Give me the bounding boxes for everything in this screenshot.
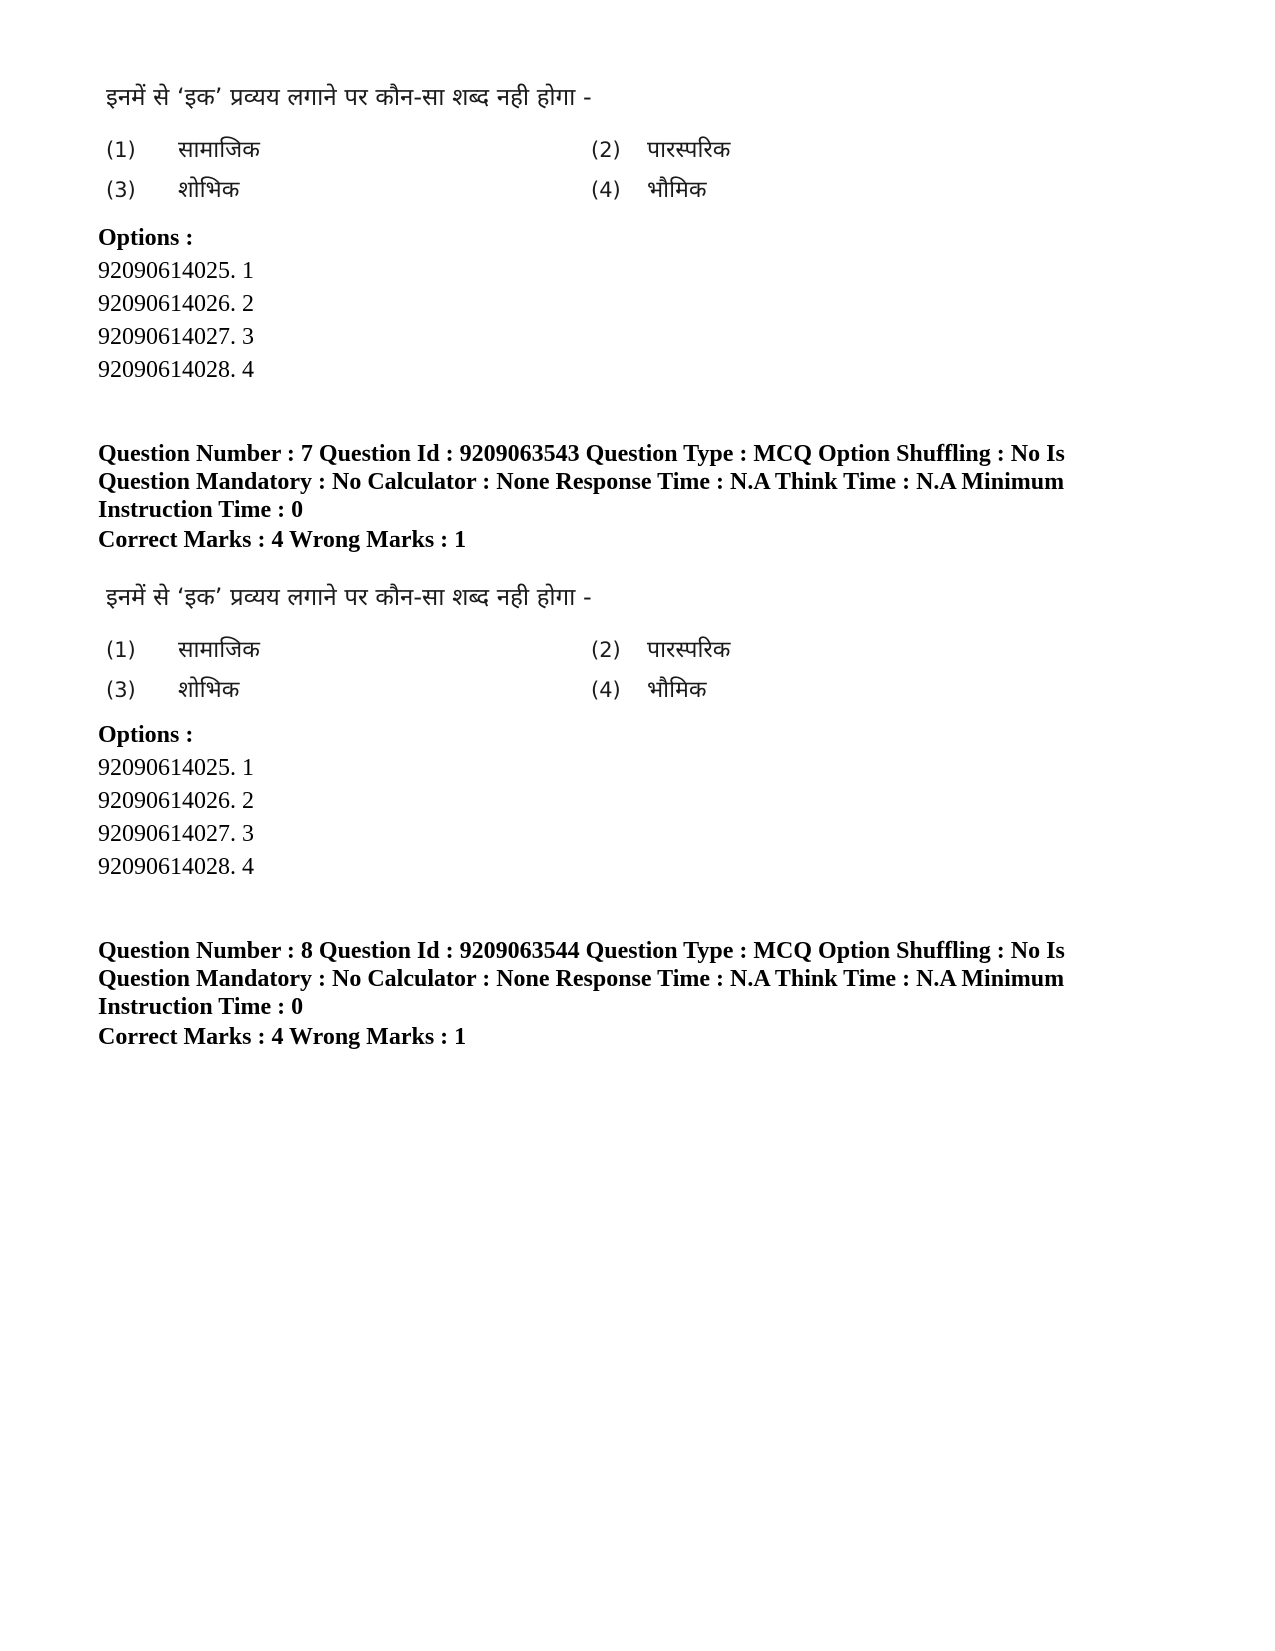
image-option-number: (3) bbox=[106, 678, 136, 702]
image-option-number: (2) bbox=[591, 138, 621, 162]
option-line: 92090614027. 3 bbox=[98, 821, 254, 847]
image-option-number: (1) bbox=[106, 138, 136, 162]
question-meta-line: Instruction Time : 0 bbox=[98, 994, 304, 1020]
image-option bbox=[591, 132, 730, 164]
image-option bbox=[106, 132, 260, 164]
question-marks: Correct Marks : 4 Wrong Marks : 1 bbox=[98, 527, 467, 553]
image-option-number: (4) bbox=[591, 178, 621, 202]
image-option-text: सामाजिक bbox=[178, 137, 260, 163]
question-image bbox=[98, 580, 798, 705]
question-meta-line: Instruction Time : 0 bbox=[98, 497, 304, 523]
question-meta-line: Question Mandatory : No Calculator : None Response Time : N.A Think Time : N.A Minimum bbox=[98, 966, 1065, 992]
option-line: 92090614027. 3 bbox=[98, 324, 254, 350]
image-option-text: शोभिक bbox=[178, 677, 240, 703]
image-option bbox=[591, 172, 707, 204]
question-stem: इनमें से ‘इक’ प्रव्यय लगाने पर कौन-सा शब्द नही होगा - bbox=[106, 583, 592, 611]
image-option bbox=[591, 672, 707, 704]
option-line: 92090614028. 4 bbox=[98, 357, 254, 383]
options-label: Options : bbox=[98, 722, 194, 748]
option-line: 92090614026. 2 bbox=[98, 788, 254, 814]
image-option-text: पारस्परिक bbox=[647, 137, 731, 163]
option-line: 92090614025. 1 bbox=[98, 755, 254, 781]
image-option-text: शोभिक bbox=[178, 177, 240, 203]
image-option-text: सामाजिक bbox=[178, 637, 260, 663]
image-option-number: (4) bbox=[591, 678, 621, 702]
option-line: 92090614025. 1 bbox=[98, 258, 254, 284]
image-option bbox=[106, 632, 260, 664]
image-option-text: भौमिक bbox=[647, 677, 707, 703]
image-option-text: पारस्परिक bbox=[647, 637, 731, 663]
image-option-text: भौमिक bbox=[647, 177, 707, 203]
question-meta-line: Question Mandatory : No Calculator : None Response Time : N.A Think Time : N.A Minimum bbox=[98, 469, 1065, 495]
image-option-number: (1) bbox=[106, 638, 136, 662]
option-line: 92090614026. 2 bbox=[98, 291, 254, 317]
options-label: Options : bbox=[98, 225, 194, 251]
image-option-number: (2) bbox=[591, 638, 621, 662]
image-option bbox=[106, 172, 239, 204]
image-option bbox=[591, 632, 730, 664]
question-image bbox=[98, 80, 798, 205]
option-line: 92090614028. 4 bbox=[98, 854, 254, 880]
question-marks: Correct Marks : 4 Wrong Marks : 1 bbox=[98, 1024, 467, 1050]
question-meta-line: Question Number : 7 Question Id : 9209063543 Question Type : MCQ Option Shuffling : No Is bbox=[98, 441, 1065, 467]
question-stem: इनमें से ‘इक’ प्रव्यय लगाने पर कौन-सा शब्द नही होगा - bbox=[106, 83, 592, 111]
question-meta bbox=[98, 440, 1108, 524]
question-meta-line: Question Number : 8 Question Id : 9209063544 Question Type : MCQ Option Shuffling : No Is bbox=[98, 938, 1065, 964]
question-meta bbox=[98, 937, 1108, 1021]
image-option bbox=[106, 672, 239, 704]
image-option-number: (3) bbox=[106, 178, 136, 202]
